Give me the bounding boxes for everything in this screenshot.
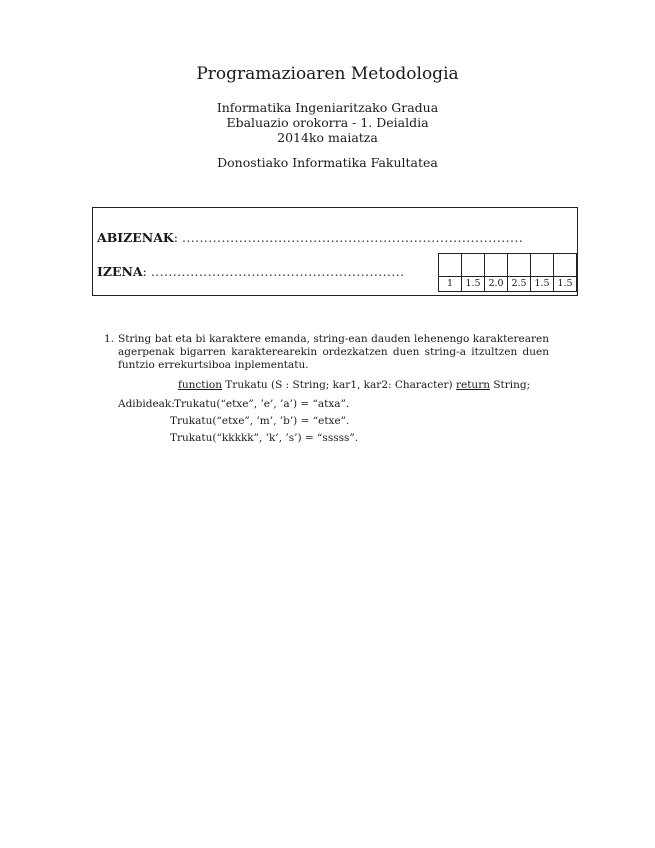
score-box: [439, 254, 462, 277]
score-box: [485, 254, 508, 277]
keyword-return: return: [455, 379, 490, 391]
surname-field: [97, 230, 573, 245]
name-label: IZENA: [97, 264, 143, 279]
exam-date-line: 2014ko maiatza: [277, 130, 378, 145]
score-value: 1.5: [531, 277, 554, 292]
score-value: 1.5: [554, 277, 577, 292]
surname-colon: :: [173, 230, 178, 245]
example-line: Trukatu(“kkkkk”, ’k’, ’s’) = “sssss”.: [170, 432, 359, 444]
example-line: Trukatu(“etxe”, ’e’, ’a’) = “atxa”.: [174, 398, 350, 410]
signature-body: Trukatu (S : String; kar1, kar2: Character): [221, 379, 456, 391]
surname-dots: ..............................................................................: [181, 230, 524, 245]
name-field: [97, 264, 433, 279]
score-box: [462, 254, 485, 277]
question-1: [104, 333, 549, 372]
score-value: 2.0: [485, 277, 508, 292]
score-value: 1: [439, 277, 462, 292]
faculty-line: Donostiako Informatika Fakultatea: [217, 155, 438, 170]
name-dots: ..........................................................: [150, 264, 405, 279]
score-box: [554, 254, 577, 277]
question-number: 1.: [104, 333, 115, 345]
signature-end: String;: [489, 379, 531, 391]
name-colon: :: [142, 264, 147, 279]
examples-label: Adibideak:: [118, 398, 175, 410]
score-table: [438, 253, 577, 292]
function-signature: [178, 379, 530, 391]
question-text: String bat eta bi karaktere emanda, string-ean dauden lehenengo karakterearen agerpenak bigarren karakterearekin ordezkatzen duen string-a itzultzen duen funtzio errekurtsiboa inplementatu.: [118, 333, 549, 371]
page-title: Programazioaren Metodologia: [196, 64, 459, 84]
score-value: 2.5: [508, 277, 531, 292]
student-info-box: [92, 207, 578, 296]
keyword-function: function: [178, 379, 222, 391]
score-box: [508, 254, 531, 277]
surname-label: ABIZENAK: [97, 230, 174, 245]
score-box: [531, 254, 554, 277]
score-value: 1.5: [462, 277, 485, 292]
exam-session-line: Ebaluazio orokorra - 1. Deialdia: [226, 115, 429, 130]
example-line: Trukatu(“etxe”, ’m’, ’b’) = “etxe”.: [170, 415, 350, 427]
degree-line: Informatika Ingeniaritzako Gradua: [216, 100, 439, 115]
